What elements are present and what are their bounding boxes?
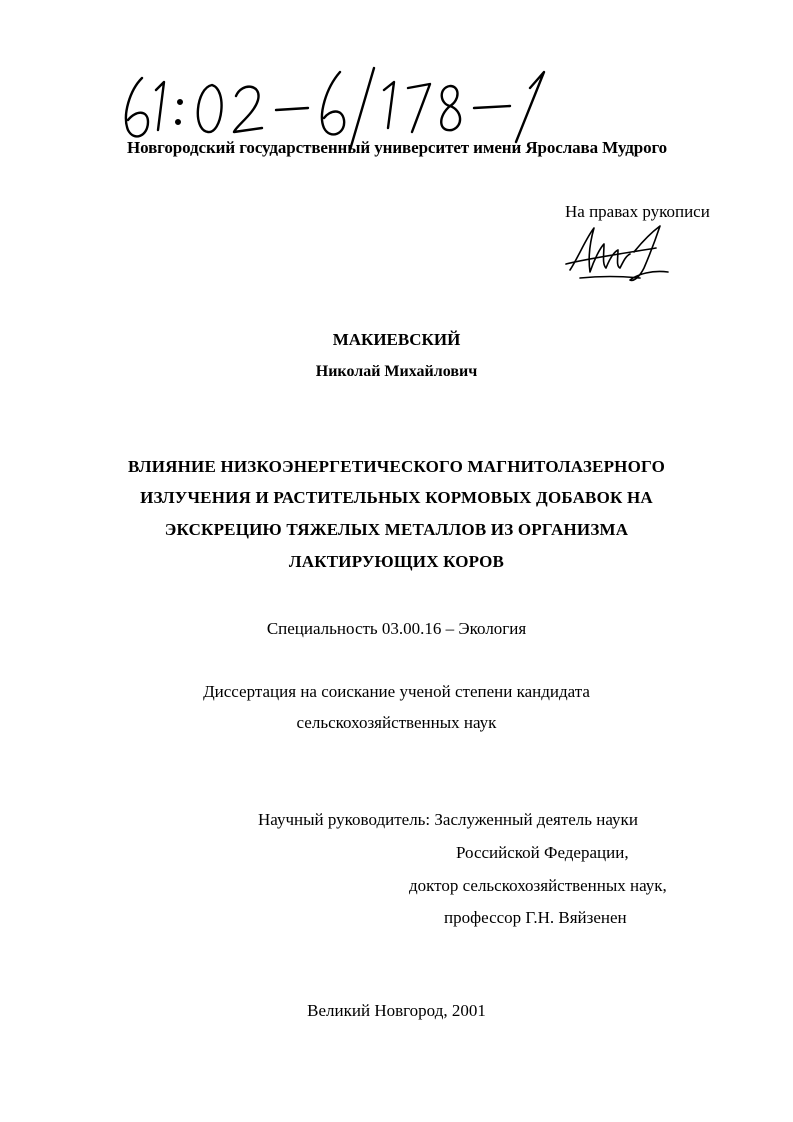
place-and-year: Великий Новгород, 2001 [307,1001,486,1020]
signature [560,218,680,288]
dissertation-title-line: ИЗЛУЧЕНИЯ И РАСТИТЕЛЬНЫХ КОРМОВЫХ ДОБАВОК НА [140,488,653,507]
advisor-line: Российской Федерации, [456,843,629,862]
author-surname: МАКИЕВСКИЙ [332,330,461,349]
university-name: Новгородский государственный университет имени Ярослава Мудрого [127,138,668,157]
degree-line: сельскохозяйственных наук [296,713,497,732]
author-given-names: Николай Михайлович [315,363,478,380]
dissertation-title-line: ВЛИЯНИЕ НИЗКОЭНЕРГЕТИЧЕСКОГО МАГНИТОЛАЗЕРНОГО [127,457,666,476]
specialty: Специальность 03.00.16 – Экология [266,619,527,638]
advisor-line: доктор сельскохозяйственных наук, [409,876,667,895]
dissertation-title-line: ЭКСКРЕЦИЮ ТЯЖЕЛЫХ МЕТАЛЛОВ ИЗ ОРГАНИЗМА [164,520,629,539]
dissertation-title-line: ЛАКТИРУЮЩИХ КОРОВ [288,552,505,571]
degree-line: Диссертация на соискание ученой степени кандидата [203,682,590,701]
handwritten-archive-code [112,60,562,150]
advisor-line: профессор Г.Н. Вяйзенен [444,908,627,927]
advisor-line: Научный руководитель: Заслуженный деятель науки [258,810,638,829]
manuscript-note: На правах рукописи [565,202,710,221]
